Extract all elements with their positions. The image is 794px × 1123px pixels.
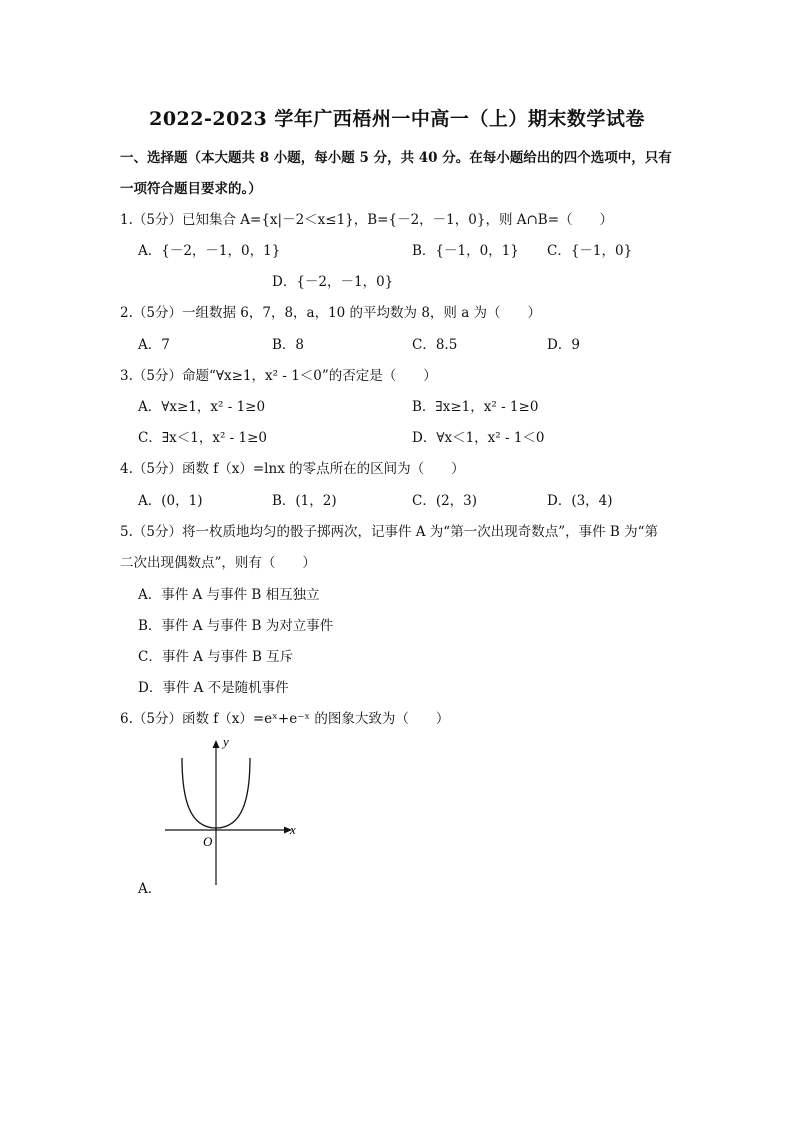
origin-label: O — [203, 834, 213, 849]
y-axis-arrow-icon — [213, 740, 220, 748]
x-axis-label: x — [290, 822, 296, 837]
question-2-stem: 2.（5分）一组数据 6，7，8，a，10 的平均数为 8，则 a 为（ ） — [120, 305, 542, 321]
section-heading-line2: 一项符合题目要求的。） — [120, 181, 262, 197]
question-5-option-b: B．事件 A 与事件 B 为对立事件 — [138, 618, 334, 634]
question-2-option-a: A．7 — [138, 337, 170, 353]
page-title: 2022-2023 学年广西梧州一中高一（上）期末数学试卷 — [149, 108, 645, 130]
question-6-graph-option-a — [160, 730, 320, 890]
y-axis-label: y — [223, 734, 229, 749]
question-6-stem: 6.（5分）函数 f（x）=eˣ+e⁻ˣ 的图象大致为（ ） — [120, 711, 450, 727]
question-4-option-a: A．(0，1) — [138, 493, 203, 509]
question-5-option-c: C．事件 A 与事件 B 互斥 — [138, 649, 294, 665]
question-3-option-d: D．∀x＜1，x² - 1＜0 — [412, 430, 545, 446]
question-2-option-c: C．8.5 — [412, 337, 458, 353]
question-1-option-c: C．{－1，0} — [547, 243, 633, 259]
question-1-option-d: D．{－2，－1，0} — [272, 274, 394, 290]
question-3-option-b: B．∃x≥1，x² - 1≥0 — [412, 399, 539, 415]
question-4-stem: 4.（5分）函数 f（x）=lnx 的零点所在的区间为（ ） — [120, 461, 465, 477]
question-3-option-a: A．∀x≥1，x² - 1≥0 — [138, 399, 266, 415]
question-2-option-b: B．8 — [272, 337, 305, 353]
question-1-option-a: A．{－2，－1，0，1} — [138, 243, 281, 259]
question-5-stem-line1: 5.（5分）将一枚质地均匀的骰子掷两次，记事件 A 为“第一次出现奇数点”，事件 B 为“第 — [120, 524, 659, 540]
question-4-option-c: C．(2，3) — [412, 493, 478, 509]
question-3-stem: 3.（5分）命题“∀x≥1，x² - 1＜0”的否定是（ ） — [120, 368, 437, 384]
question-1-stem: 1.（5分）已知集合 A={x|－2＜x≤1}，B={－2，－1，0}，则 A∩B=（ ） — [120, 212, 614, 228]
question-5-option-d: D．事件 A 不是随机事件 — [138, 680, 289, 696]
question-6-option-a-label: A． — [138, 881, 162, 897]
question-2-option-d: D．9 — [547, 337, 580, 353]
question-5-stem-line2: 二次出现偶数点”，则有（ ） — [120, 555, 316, 571]
section-heading-line1: 一、选择题（本大题共 8 小题，每小题 5 分，共 40 分。在每小题给出的四个选项中，只有 — [120, 150, 672, 166]
question-3-option-c: C．∃x＜1，x² - 1≥0 — [138, 430, 268, 446]
question-5-option-a: A．事件 A 与事件 B 相互独立 — [138, 587, 320, 603]
question-4-option-b: B．(1，2) — [272, 493, 337, 509]
question-4-option-d: D．(3，4) — [547, 493, 613, 509]
question-1-option-b: B．{－1，0，1} — [412, 243, 519, 259]
